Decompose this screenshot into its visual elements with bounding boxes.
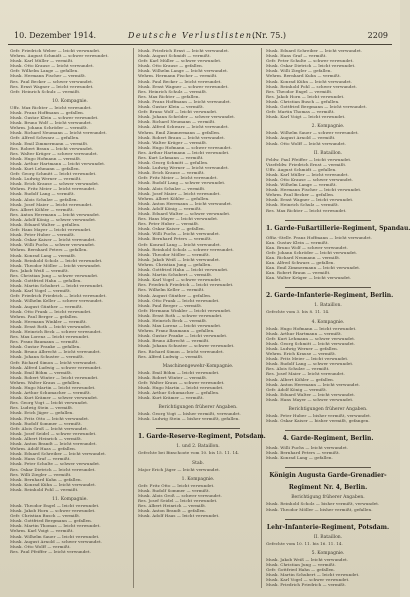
casualty-entry: Musk. Anton Herrmann — leicht verwundet.	[138, 200, 233, 206]
spacer	[266, 512, 390, 516]
casualty-entry: Musk. Rudolf Sommer — vermißt.	[138, 487, 210, 493]
casualty-entry: Gefechte vom 10. 11. bis 16. 11. 14.	[266, 540, 343, 546]
casualty-entry: Musk. Adolf König — schwer verwundet.	[10, 216, 97, 222]
casualty-entry: Musk. Adolf Haas — leicht verwundet.	[138, 513, 220, 519]
casualty-entry: Musk. Bruno Albrecht — leicht verwundet.	[10, 349, 101, 355]
regiment-heading: 2. Garde-Infanterie-Regiment, Berlin.	[266, 292, 394, 300]
section-divider	[285, 467, 372, 468]
casualty-entry: Musk. Jakob Weiß — leicht verwundet.	[266, 556, 349, 562]
casualty-entry: Kan. Emil Zimmermann — leicht verwundet.	[266, 265, 361, 271]
casualty-entry: Musk. Wilhelm Lange — vermißt.	[266, 182, 337, 188]
column-divider	[133, 48, 134, 588]
casualty-entry: Musk. Wilhelm Sauer — schwer verwundet.	[266, 130, 359, 136]
subsection-heading: 1. Kompagnie.	[181, 476, 215, 482]
spacer	[138, 421, 258, 425]
subsection-heading: Berichtigung früherer Angaben.	[291, 495, 365, 501]
casualty-entry: Musk. Ludwig Werner — vermißt.	[10, 176, 82, 182]
casualty-entry: Musk. Alfred Ludwig — schwer verwundet.	[10, 364, 102, 370]
casualty-entry: Musk. Hugo Hofmann — leicht verwundet.	[266, 325, 357, 331]
casualty-entry: Musk. Gottfried Hahn — leicht verwundet.	[138, 267, 229, 273]
casualty-entry: Musk. Bernhard Kuhn — gefallen.	[10, 476, 83, 482]
regiment-heading: Königin Augusta Garde-Grenadier-	[269, 472, 387, 480]
casualty-entry: Kan. Robert Braun — vermißt.	[266, 270, 331, 276]
casualty-entry: Res. Ernst Wagner — leicht verwundet.	[10, 83, 94, 89]
casualty-entry: Feldw. Paul Pfeiffer — leicht verwundet.	[266, 156, 352, 162]
casualty-entry: Musk. Otto Frank — leicht verwundet.	[138, 297, 220, 303]
casualty-entry: Wehrm. Karl Voigt — vermißt.	[10, 528, 74, 534]
casualty-entry: Musk. Oskar Kaiser — gefallen.	[138, 226, 206, 232]
regiment-heading: Lehr-Infanterie-Regiment, Potsdam.	[266, 523, 390, 531]
casualty-entry: Musk. Theodor Engel — leicht verwundet.	[10, 502, 100, 508]
casualty-entry: Musk. Bruno Wolf — leicht verwundet.	[10, 120, 93, 126]
casualty-entry: Wehrm. Christian Jung — gefallen.	[138, 261, 212, 267]
casualty-entry: Musk. Karl Vogel — schwer verwundet.	[138, 277, 222, 283]
casualty-entry: Musk. Theodor Möller — leicht verwundet.	[10, 262, 102, 268]
casualty-entry: Res. Ludwig Stein — vermißt.	[10, 405, 74, 411]
casualty-entry: Musk. Paul Becker — leicht verwundet.	[138, 78, 222, 84]
casualty-entry: Gefr. Adolf König — vermißt.	[266, 386, 328, 392]
casualty-entry: Musk. August Günther — vermißt.	[10, 303, 83, 309]
casualty-entry: Musk. Adolf König — vermißt.	[138, 205, 202, 211]
casualty-entry: Musk. Robert Braun — leicht verwundet.	[138, 134, 226, 140]
casualty-entry: Musk. Ludwig Werner — leicht verwundet.	[138, 165, 229, 171]
casualty-entry: Musk. Emil Zimmermann — vermißt.	[10, 140, 89, 146]
casualty-entry: Musk. Eduard Schreiber — leicht verwundet.	[10, 451, 107, 457]
casualty-entry: Musk. Ernst Wagner — schwer verwundet.	[138, 83, 229, 89]
casualty-entry: Musk. Theodor Möller — vermißt.	[138, 251, 211, 257]
casualty-entry: Musk. Reinhold Scholz — bisher vermißt, verwundet.	[266, 501, 380, 507]
casualty-entry: Musk. Georg Vogt — bisher vermißt, verwundet.	[138, 411, 241, 417]
casualty-entry: Offiz.-Stellv. Franz Hoffmann — leicht verwundet.	[266, 234, 373, 240]
casualty-entry: Musk. Arthur Schumacher — gefallen.	[138, 390, 220, 396]
casualty-entry: Musk. Arthur Hartmann — vermißt.	[266, 330, 343, 336]
casualty-entry: Musk. Johann Schuster — schwer verwundet.	[138, 343, 235, 349]
casualty-entry: Musk. Johann Schuster — vermißt.	[10, 354, 85, 360]
spacer	[266, 423, 390, 427]
casualty-entry: Musk. Willi Ziegler — gefallen.	[266, 68, 332, 74]
casualty-entry: Gefr. Fritz Meier — leicht verwundet.	[138, 175, 218, 181]
casualty-entry: Musk. Josef Maier — leicht verwundet.	[10, 201, 93, 207]
casualty-entry: Res. Max Richter — leicht verwundet.	[266, 207, 347, 213]
casualty-entry: Musk. Hans Graf — vermißt.	[266, 53, 327, 59]
casualty-entry: Res. Paul Becker — schwer verwundet.	[10, 78, 94, 84]
casualty-entry: Musk. Rudolf Sommer — vermißt.	[10, 420, 82, 426]
casualty-entry: Musk. Willi Fuchs — leicht verwundet.	[138, 231, 221, 237]
casualty-entry: Musk. Karl Vogel — schwer verwundet.	[266, 577, 350, 583]
casualty-entry: Res. Max Lorenz — leicht verwundet.	[10, 334, 90, 340]
casualty-entry: Musk. Richard Neumann — vermißt.	[138, 119, 216, 125]
casualty-entry: Musk. Erich Krause — schwer verwundet.	[10, 181, 100, 187]
casualty-entry: Gefechte bei Bixschoote vom 10. bis 15. 11. 14.	[138, 450, 240, 456]
subsection-heading: II. Bataillon.	[313, 150, 343, 156]
casualty-entry: Musk. Konrad Lang — gefallen.	[266, 455, 333, 461]
casualty-entry: Musk. Ludwig Stein — bisher vermißt, gefallen.	[138, 416, 240, 422]
casualty-entry: Wehrm. Emil Zimmermann — gefallen.	[138, 129, 221, 135]
casualty-entry: Res. Albert Heinrich — vermißt.	[138, 503, 207, 509]
casualty-entry: Wehrm. Fritz Meier — leicht verwundet.	[10, 186, 96, 192]
casualty-entry: Musk. Oskar Dietrich — leicht verwundet.	[266, 63, 356, 69]
casualty-entry: Musk. August Schmidt — vermißt.	[138, 53, 211, 59]
casualty-entry: Musk. Arthur Hartmann — leicht verwundet.	[10, 160, 106, 166]
casualty-entry: Musk. Peter Huber — bisher vermißt, verwundet.	[266, 412, 372, 418]
subsection-heading: 1. Bataillon.	[314, 303, 342, 309]
section-divider	[285, 220, 372, 221]
casualty-entry: Gefr. Georg Schmitt — leicht verwundet.	[10, 171, 97, 177]
casualty-entry: Musk. Erich Krause — vermißt.	[138, 170, 205, 176]
casualty-entry: Musk. Rudolf Lang — schwer verwundet.	[266, 361, 354, 367]
casualty-entry: Wehrm. Bernhard Kuhn — vermißt.	[266, 73, 341, 79]
casualty-entry: Musk. Christian Busch — gefallen.	[266, 98, 340, 104]
casualty-entry: Musk. Ludwig Werner — gefallen.	[266, 345, 339, 351]
casualty-entry: Musk. Albert Heinrich — vermißt.	[10, 435, 83, 441]
casualty-entry: Gefr. Fritz Otto — leicht verwundet.	[138, 482, 215, 488]
casualty-entry: Musk. Peter Schulte — schwer verwundet.	[10, 461, 101, 467]
casualty-entry: Res. Wilhelm Keller — vermißt.	[138, 287, 205, 293]
casualty-entry: Musk. Ernst Wagner — leicht verwundet.	[266, 197, 354, 203]
casualty-entry: Res. Arthur Hartmann — leicht verwundet.	[138, 149, 230, 155]
casualty-entry: Musk. Eduard Schreiber — leicht verwundet.	[266, 48, 363, 53]
casualty-entry: Res. Anton Herrmann — leicht verwundet.	[10, 211, 101, 217]
casualty-entry: Musk. Gottfried Hahn — gefallen.	[10, 278, 82, 284]
section-divider	[285, 519, 372, 520]
casualty-entry: Musk. Hermann Fischer — leicht verwundet.	[266, 187, 362, 193]
casualty-entry: Musk. Martin Schubert — leicht verwundet.	[10, 283, 104, 289]
casualty-entry: Musk. Ernst Roth — leicht verwundet.	[10, 323, 92, 329]
casualty-entry: Musk. Heinrich Schulz — vermißt.	[266, 202, 340, 208]
section-divider	[156, 428, 240, 429]
casualty-entry: Res. Paul Pfeiffer — leicht verwundet.	[10, 548, 91, 554]
casualty-entry: Musk. Robert Winter — vermißt.	[138, 374, 208, 380]
casualty-entry: Gefr. Alfred Schwarz — gefallen.	[10, 135, 80, 141]
casualty-entry: Res. Heinrich Schulz — vermißt.	[138, 88, 208, 94]
casualty-entry: Musk. Jakob Weiß — leicht verwundet.	[138, 256, 221, 262]
casualty-entry: Gefr. Kurt Lehmann — schwer verwundet.	[266, 335, 356, 341]
issue-number: (Nr. 75.)	[252, 31, 286, 40]
casualty-entry: Musk. Hugo Martin — leicht verwundet.	[10, 385, 96, 390]
casualty-entry: Gefr. Gottfried Hahn — gefallen.	[266, 566, 336, 572]
casualty-entry: Res. Max Richter — gefallen.	[138, 93, 200, 99]
casualty-entry: Major Erich Jäger — leicht verwundet.	[138, 466, 221, 472]
casualty-entry: Musk. Reinhold Scholz — schwer verwundet.	[138, 246, 234, 252]
casualty-entry: Res. Oskar Dietrich — leicht verwundet.	[10, 466, 96, 472]
page-header	[8, 28, 392, 45]
casualty-entry: Musk. Bernhard Peters — vermißt.	[266, 450, 340, 456]
casualty-entry: Gefr. Peter Schulte — schwer verwundet.	[266, 58, 354, 64]
casualty-entry: Musk. Karl Vogel — vermißt.	[10, 288, 72, 294]
casualty-entry: Musk. Karl Müller — leicht verwundet.	[266, 171, 349, 177]
casualty-entry: Musk. Reinhold Pohl — schwer verwundet.	[266, 83, 358, 89]
casualty-entry: Res. Friedrich Friedrich — leicht verwundet.	[138, 282, 234, 288]
casualty-entry: Kan. Alfred Schwarz — gefallen.	[266, 260, 335, 266]
casualty-entry: Musk. Karl Voigt — leicht verwundet.	[266, 114, 346, 120]
casualty-entry: Gefr. Friedrich Weber — leicht verwundet.	[10, 48, 101, 53]
casualty-entry: Musk. Karl Müller — vermißt.	[10, 58, 74, 64]
casualty-entry: Musk. Anton Brandt — gefallen.	[138, 508, 207, 514]
casualty-entry: Kan. Walter Krüger — leicht verwundet.	[266, 275, 352, 281]
casualty-entry: Wehrm. Johann Schröder — vermißt.	[10, 125, 89, 131]
casualty-entry: Res. Josef Maier — leicht verwundet.	[266, 371, 345, 377]
casualty-entry: Gefr. Alois Groß — leicht verwundet.	[10, 425, 89, 431]
regiment-heading: 4. Garde-Regiment, Berlin.	[282, 435, 374, 443]
casualty-entry: Musk. Kurt Lehmann — gefallen.	[10, 165, 80, 171]
casualty-entry: Musk. Willi Fuchs — leicht verwundet.	[266, 445, 349, 451]
casualty-entry: Musk. Arthur Schumacher — vermißt.	[10, 390, 91, 396]
spacer	[266, 460, 390, 464]
casualty-entry: Musk. Otto Krause — schwer verwundet.	[266, 176, 354, 182]
casualty-entry: Musk. Konrad Kühn — leicht verwundet.	[266, 78, 353, 84]
subsection-heading: 5. Kompagnie.	[311, 550, 345, 556]
casualty-entry: Musk. Eduard Walter — leicht verwundet.	[266, 391, 356, 397]
casualty-entry: Musk. Oskar Kaiser — bisher vermißt, gefangen.	[266, 418, 370, 424]
casualty-entry: Musk. Fritz Otto — leicht verwundet.	[10, 415, 90, 421]
subsection-heading: II. Bataillon.	[313, 534, 343, 540]
casualty-entry: Gefechte vom 3. bis 8. 11. 14.	[266, 309, 330, 315]
casualty-entry: Musk. Georg Schmitt — leicht verwundet.	[266, 340, 356, 346]
casualty-entry: Musk. Peter Huber — vermißt.	[10, 232, 76, 238]
text-column-2	[138, 48, 266, 588]
casualty-entry: Wehrm. Paul Becker — gefallen.	[266, 192, 335, 198]
publication-title: Deutsche Verlustlisten.	[128, 31, 257, 40]
subsection-heading: 10. Kompagnie.	[52, 98, 88, 104]
text-column-3	[266, 48, 410, 588]
casualty-entry: Musk. Reinhold Scholz — leicht verwundet.	[10, 257, 103, 263]
casualty-entry: Musk. Emil Böhm — leicht verwundet.	[138, 369, 220, 375]
casualty-entry: Musk. Hermann Fischer — vermißt.	[10, 73, 87, 79]
casualty-entry: Uffz. Max Richter — leicht verwundet.	[10, 104, 92, 110]
casualty-entry: Res. Franz Baumann — vermißt.	[10, 339, 79, 345]
casualty-entry: Musk. Kurt Krämer — vermißt.	[138, 395, 204, 401]
casualty-entry: Musk. Martin Thomas — leicht verwundet.	[10, 523, 101, 529]
casualty-entry: Musk. Rudolf Lang — vermißt.	[10, 191, 75, 197]
subsection-heading: Stab.	[192, 460, 204, 466]
casualty-entry: Kan. Gustav Klein — vermißt.	[266, 239, 329, 245]
casualty-entry: Musk. Anton Brandt — leicht verwundet.	[10, 441, 97, 447]
casualty-entry: Wehrm. Erich Krause — vermißt.	[266, 351, 337, 357]
casualty-entry: Musk. Hans Graf — vermißt.	[10, 456, 71, 462]
casualty-entry: Res. Albert Köhler — vermißt.	[10, 206, 74, 212]
casualty-entry: Res. Richard Simon — leicht verwundet.	[138, 348, 224, 354]
casualty-entry: Musk. Kurt Krämer — schwer verwundet.	[10, 395, 99, 401]
casualty-entry: Res. Peter Huber — vermißt.	[138, 221, 200, 227]
casualty-entry: Wehrm. August Schmidt — schwer verwundet.	[10, 53, 109, 59]
casualty-entry: Musk. Bruno Albrecht — vermißt.	[138, 338, 210, 344]
casualty-entry: Musk. Ernst Roth — schwer verwundet.	[138, 312, 223, 318]
casualty-entry: Musk. Richard Neumann — leicht verwundet.	[10, 130, 107, 136]
casualty-entry: Musk. Jakob Horn — schwer verwundet.	[10, 508, 96, 514]
casualty-entry: Musk. Eduard Walter — gefallen.	[10, 222, 81, 227]
casualty-entry: Musk. Otto Frank — leicht verwundet.	[10, 308, 92, 314]
casualty-entry: Musk. Max Lorenz — leicht verwundet.	[138, 323, 222, 329]
regiment-heading: 1. Garde-Reserve-Regiment, Potsdam.	[138, 433, 266, 441]
casualty-entry: Gefr. Martin Thomas — vermißt.	[266, 109, 335, 115]
casualty-entry: Gefr. Hans Mayer — leicht verwundet.	[10, 227, 92, 233]
casualty-entry: Musk. Hermann Winkler — vermißt.	[10, 318, 87, 324]
casualty-entry: Musk. Heinrich Beck — schwer verwundet.	[10, 328, 102, 334]
casualty-entry: Musk. Theodor Möller — bisher vermißt, gefallen.	[266, 506, 373, 512]
casualty-entry: Wehrm. Bernhard Peters — gefallen.	[10, 247, 88, 253]
regiment-heading: Regiment Nr. 4, Berlin.	[288, 484, 368, 492]
casualty-entry: Musk. August Günther — gefallen.	[138, 292, 212, 298]
casualty-entry: Wehrm. Albert Köhler — gefallen.	[138, 195, 210, 201]
casualty-entry: Gefr. Christian Busch — vermißt.	[10, 513, 81, 519]
casualty-entry: Musk. Walter Krüger — vermißt.	[138, 139, 208, 145]
casualty-entry: Musk. Gustav Klein — schwer verwundet.	[10, 115, 99, 121]
regiment-heading: 1. Garde-Fußartillerie-Regiment, Spandau.	[266, 224, 410, 232]
casualty-entry: Gefr. Richard Simon — leicht verwundet.	[10, 359, 98, 365]
casualty-entry: Musk. Gottfried Bergmann — gefallen.	[10, 518, 93, 524]
casualty-entry: Res. Alfred Ludwig — vermißt.	[138, 353, 204, 359]
casualty-entry: Res. Theodor Engel — vermißt.	[266, 88, 333, 94]
casualty-entry: Musk. August Arnold — vermißt.	[266, 135, 336, 141]
casualty-entry: Gefr. Konrad Lang — leicht verwundet.	[138, 241, 222, 247]
casualty-entry: Wehrm. Walter Kraus — gefallen.	[10, 379, 81, 385]
casualty-entry: Musk. Franz Hoffmann — leicht verwundet.	[138, 98, 231, 104]
casualty-entry: Musk. Wilhelm Lange — leicht verwundet.	[138, 68, 229, 74]
casualty-entry: Res. Robert Braun — leicht verwundet.	[10, 145, 94, 151]
casualty-entry: Gefr. Walter Kraus — schwer verwundet.	[138, 379, 225, 385]
casualty-entry: Musk. Gustav Klein — vermißt.	[138, 104, 205, 110]
casualty-entry: Musk. Johann Schröder — schwer verwundet.	[138, 114, 236, 120]
issue-date: 10. Dezember 1914.	[14, 31, 97, 40]
casualty-entry: Res. Jakob Weiß — vermißt.	[10, 267, 70, 273]
casualty-entry: Res. Georg Vogt — leicht verwundet.	[10, 400, 89, 406]
casualty-entry: Musk. Alfred Schwarz — leicht verwundet.	[138, 124, 229, 130]
casualty-entry: Musk. Friedrich Ernst — leicht verwundet.	[138, 48, 230, 53]
casualty-entry: Res. Walter Krüger — schwer verwundet.	[10, 150, 98, 156]
spacer	[266, 213, 390, 217]
casualty-entry: Musk. Oskar Kaiser — leicht verwundet.	[10, 237, 96, 243]
casualty-entry: Gefr. Johann Schröder — leicht verwundet.	[266, 249, 358, 255]
casualty-entry: Musk. Heinrich Beck — vermißt.	[138, 317, 208, 323]
casualty-entry: Musk. Erich Jäger — gefallen.	[10, 410, 74, 416]
casualty-entry: Musk. Alois Schulze — vermißt.	[138, 185, 206, 191]
casualty-entry: Gefr. Wilhelm Lange — gefallen.	[10, 68, 79, 74]
casualty-entry: Musk. Hugo Hofmann — vermißt.	[10, 155, 82, 161]
casualty-entry: Musk. Josef Maier — leicht verwundet.	[138, 190, 221, 196]
casualty-entry: Musk. Friedrich Friedrich — vermißt.	[266, 582, 347, 588]
casualty-entry: Musk. Konrad Lang — vermißt.	[10, 252, 77, 258]
subsection-heading: 11. Kompagnie.	[52, 496, 88, 502]
casualty-entry: Wehrm. Paul Berger — gefallen.	[10, 313, 79, 319]
casualty-entry: Gefr. Karl Müller — schwer verwundet.	[138, 58, 222, 64]
subsection-heading: Maschinengewehr-Kompagnie.	[162, 363, 234, 369]
casualty-entry: Kan. Bruno Wolf — schwer verwundet.	[266, 244, 348, 250]
casualty-entry: Musk. Otto Wolff — vermißt.	[10, 543, 71, 549]
casualty-entry: Musk. Robert Winter — leicht verwundet.	[10, 374, 99, 380]
casualty-entry: Kan. Richard Neumann — vermißt.	[266, 255, 341, 260]
casualty-entry: Uffz. August Schmidt — gefallen.	[266, 166, 337, 172]
casualty-entry: Wehrm. Adolf Haas — gefallen.	[10, 446, 77, 452]
casualty-entry: Musk. Gustav Franke — gefallen.	[10, 344, 81, 350]
casualty-entry: Wehrm. Franz Baumann — gefallen.	[138, 328, 215, 334]
casualty-entry: Musk. Martin Schubert — vermißt.	[138, 272, 213, 278]
casualty-entry: Res. Hans Mayer — leicht verwundet.	[138, 216, 219, 222]
casualty-entry: Gefr. Heinrich Schulz — vermißt.	[10, 88, 81, 94]
casualty-entry: Musk. Wilhelm Keller — schwer verwundet.	[10, 298, 103, 304]
casualty-entry: Gefr. Hermann Winkler — leicht verwundet.	[138, 307, 232, 313]
casualty-entry: Musk. Bernhard Peters — vermißt.	[138, 236, 212, 242]
casualty-entry: Musk. Otto Krause — leicht verwundet.	[10, 63, 94, 69]
casualty-entry: Musk. Reinhold Pohl — vermißt.	[10, 486, 79, 492]
casualty-entry: Musk. Christian Jung — vermißt.	[266, 561, 336, 567]
casualty-entry: Gefr. Bruno Wolf — leicht verwundet.	[138, 109, 218, 115]
casualty-entry: Musk. Alois Groß — schwer verwundet.	[138, 492, 222, 498]
subsection-heading: 1. und 2. Bataillon.	[176, 444, 220, 450]
casualty-entry: Musk. Rudolf Lang — schwer verwundet.	[138, 180, 226, 186]
casualty-entry: Musk. Franz Hoffmann — gefallen.	[10, 109, 85, 115]
subsection-heading: Berichtigungen früherer Angaben.	[158, 405, 238, 411]
text-column-1	[10, 48, 130, 588]
casualty-entry: Res. Christian Jung — schwer verwundet.	[10, 272, 99, 278]
casualty-entry: Res. Willi Ziegler — vermißt.	[10, 471, 72, 477]
casualty-entry: Musk. Emil Böhm — vermißt.	[10, 369, 73, 375]
page-number: 2209	[367, 31, 388, 40]
casualty-entry: Musk. Martin Schubert — leicht verwundet.	[266, 572, 360, 577]
casualty-entry: Musk. Hans Mayer — schwer verwundet.	[266, 396, 354, 402]
section-divider	[285, 430, 372, 431]
casualty-entry: Musk. Willi Fuchs — schwer verwundet.	[10, 242, 96, 248]
casualty-entry: Res. Jakob Horn — leicht verwundet.	[266, 93, 345, 99]
casualty-entry: Musk. Eduard Walter — schwer verwundet.	[138, 211, 231, 216]
section-divider	[285, 287, 372, 288]
casualty-entry: Res. Josef Seidel — leicht verwundet.	[138, 497, 218, 503]
subsection-heading: 2. Kompagnie.	[311, 124, 345, 130]
subsection-heading: 4. Kompagnie.	[311, 319, 345, 325]
spacer	[266, 280, 390, 284]
casualty-entry: Musk. Gottfried Bergmann — leicht verwundet.	[266, 104, 367, 110]
casualty-entry: Wehrm. Hermann Fischer — vermißt.	[138, 73, 218, 79]
casualty-entry: Musk. Josef Seidel — schwer verwundet.	[10, 430, 97, 436]
casualty-entry: Musk. Gustav Franke — leicht verwundet.	[138, 333, 228, 339]
subsection-heading: Berichtigungen früherer Angaben.	[288, 406, 368, 412]
casualty-entry: Musk. August Arnold — schwer verwundet.	[10, 538, 103, 544]
casualty-entry: Musk. Alois Schulze — gefallen.	[10, 196, 78, 202]
casualty-entry: Musk. Otto Wolff — leicht verwundet.	[266, 140, 347, 146]
casualty-entry: Musk. Wilhelm Sauer — leicht verwundet.	[10, 533, 100, 539]
casualty-entry: Res. Kurt Lehmann — vermißt.	[138, 154, 204, 160]
casualty-entry: Musk. Hugo Martin — leicht verwundet.	[138, 385, 224, 390]
casualty-entry: Musk. Fritz Meier — leicht verwundet.	[266, 356, 349, 362]
casualty-entry: Musk. Albert Köhler — gefallen.	[266, 376, 335, 382]
casualty-entry: Musk. Anton Herrmann — leicht verwundet.	[266, 381, 361, 387]
casualty-entry: Musk. Hugo Hofmann — schwer verwundet.	[138, 144, 232, 150]
casualty-entry: Gefr. Friedrich Friedrich — leicht verwundet.	[10, 293, 107, 299]
casualty-entry: Musk. Otto Krause — gefallen.	[138, 63, 204, 69]
casualty-entry: Musk. Paul Berger — vermißt.	[138, 302, 203, 308]
column-divider	[261, 48, 262, 588]
casualty-entry: Res. Alois Schulze — vermißt.	[266, 366, 330, 372]
casualty-entry: Musk. Georg Schmitt — gefallen.	[138, 160, 209, 166]
casualty-entry: Musk. Konrad Kühn — leicht verwundet.	[10, 481, 97, 487]
casualty-entry: Vizefeldw. Friedrich Ernst — vermißt.	[266, 161, 347, 167]
